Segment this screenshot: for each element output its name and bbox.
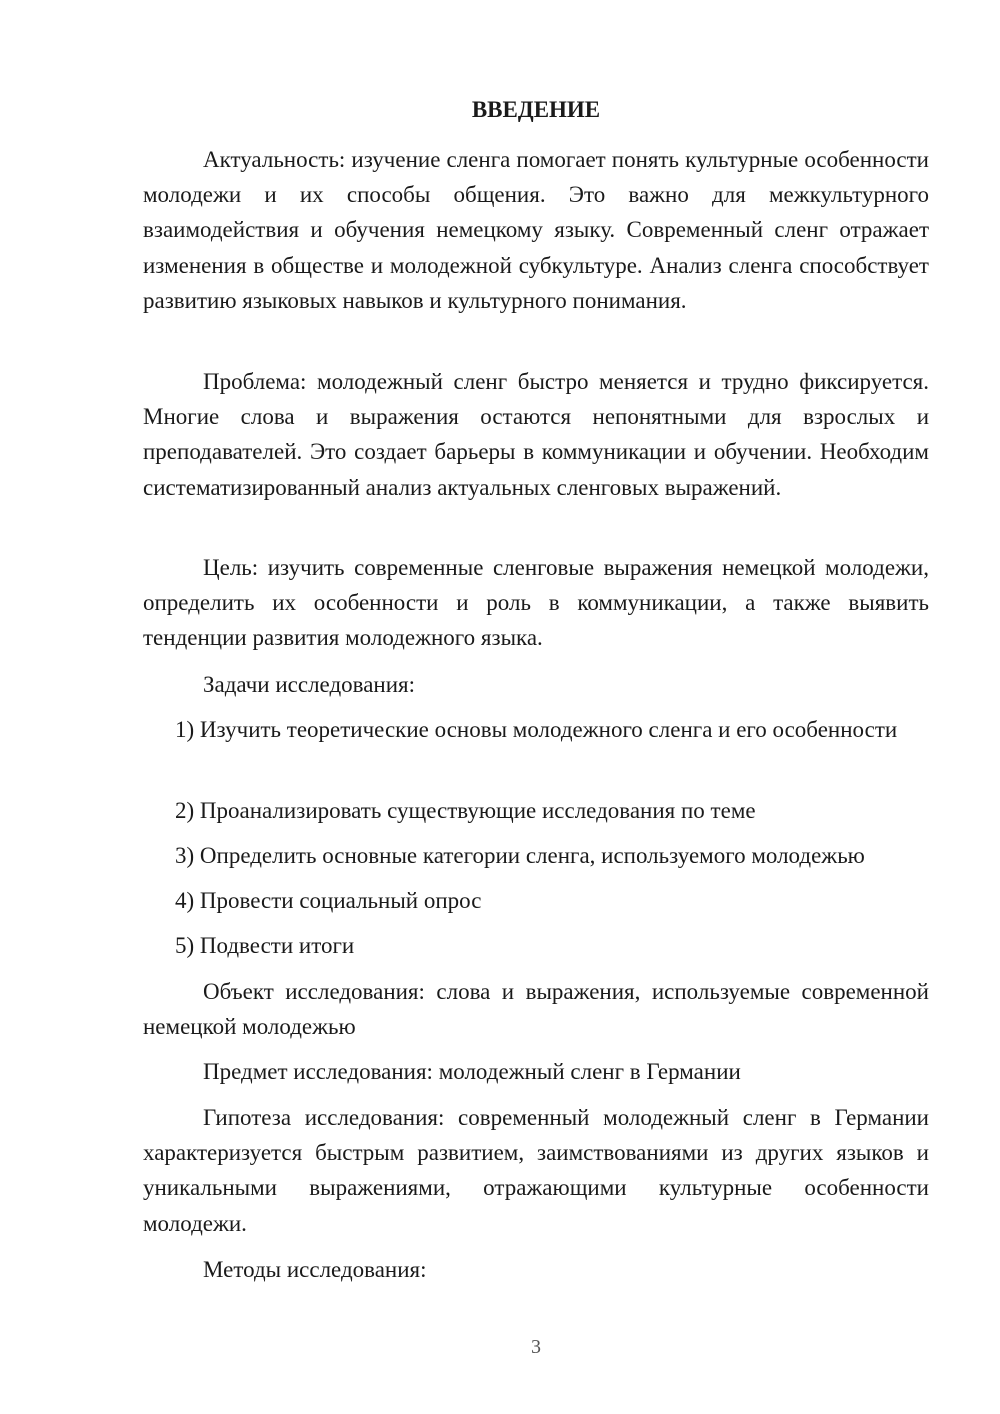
paragraph-goal: Цель: изучить современные сленговые выражения немецкой молодежи, определить их особенности и роль в коммуникации, а также выявить тенденции развития молодежного языка. [143,555,929,651]
page-number: 3 [531,1336,541,1358]
methods-heading: Методы исследования: [203,1257,427,1282]
page-title: ВВЕДЕНИЕ [471,97,601,122]
task-item-2: 2) Проанализировать существующие исследования по теме [175,798,756,823]
task-item-3: 3) Определить основные категории сленга, используемого молодежью [175,843,865,868]
paragraph-hypothesis: Гипотеза исследования: современный молодежный сленг в Германии характеризуется быстрым развитием, заимствованиями из других языков и уникальными выражениями, отражающими культурные особенности молодежи. [143,1105,929,1236]
paragraph-object: Объект исследования: слова и выражения, используемые современной немецкой молодежью [143,979,929,1040]
task-item-1: 1) Изучить теоретические основы молодежного сленга и его особенности [175,717,898,742]
task-item-4: 4) Провести социальный опрос [175,888,482,913]
tasks-heading: Задачи исследования: [203,672,416,697]
paragraph-problem: Проблема: молодежный сленг быстро меняется и трудно фиксируется. Многие слова и выражения остаются непонятными для взрослых и преподавателей. Это создает барьеры в коммуникации и обучении. Необходим систематизированный анализ актуальных сленговых выражений. [143,369,929,500]
paragraph-subject: Предмет исследования: молодежный сленг в Германии [203,1059,741,1084]
task-item-5: 5) Подвести итоги [175,933,355,958]
paragraph-relevance: Актуальность: изучение сленга помогает понять культурные особенности молодежи и их способы общения. Это важно для межкультурного взаимодействия и обучения немецкому языку. Современный сленг отражает изменения в обществе и молодежной субкультуре. Анализ сленга способствует развитию языковых навыков и культурного понимания. [143,147,929,313]
